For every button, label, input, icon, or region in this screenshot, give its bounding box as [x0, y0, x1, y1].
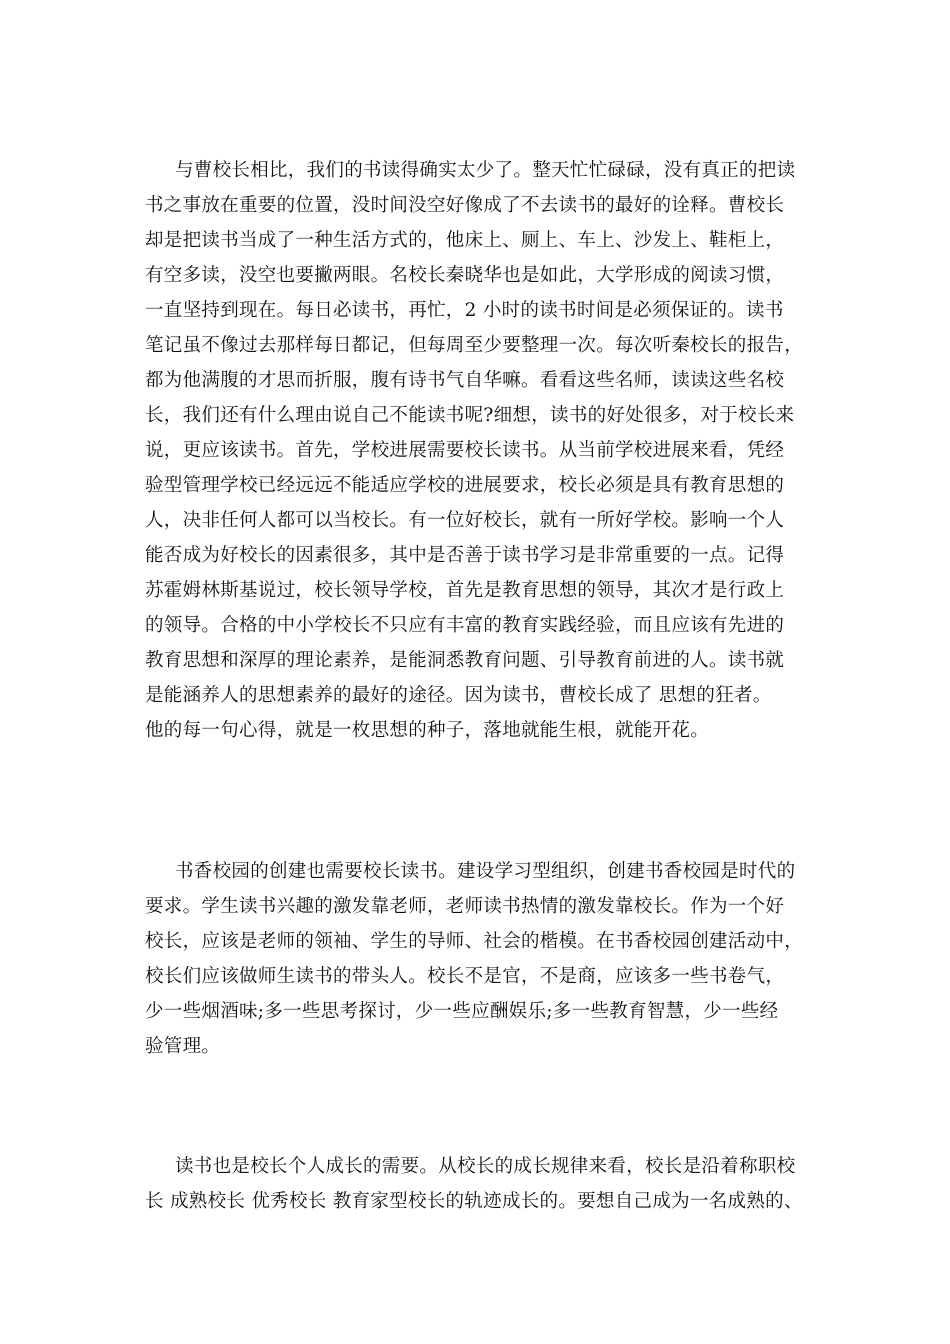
paragraph-1: [145, 153, 845, 748]
text-line: 校长，应该是老师的领袖、学生的导师、社会的楷模。在书香校园创建活动中，: [145, 931, 804, 952]
text-line: 书香校园的创建也需要校长读书。建设学习型组织，创建书香校园是时代的: [175, 861, 796, 882]
text-line: 要求。学生读书兴趣的激发靠老师，老师读书热情的激发靠校长。作为一个好: [145, 896, 785, 917]
text-line: 却是把读书当成了一种生活方式的，他床上、厕上、车上、沙发上、鞋柜上，: [145, 230, 785, 251]
text-line: 校长们应该做师生读书的带头人。校长不是官，不是商，应该多一些书卷气，: [145, 966, 785, 987]
text-line: 说，更应该读书。首先，学校进展需要校长读书。从当前学校进展来看，凭经: [145, 440, 785, 461]
text-line: 验型管理学校已经远远不能适应学校的进展要求，校长必须是具有教育思想的: [145, 475, 785, 496]
text-line: 教育思想和深厚的理论素养，是能洞悉教育问题、引导教育前进的人。读书就: [145, 650, 785, 671]
text-line: 他的每一句心得，就是一枚思想的种子，落地就能生根，就能开花。: [145, 720, 710, 741]
text-line: 读书也是校长个人成长的需要。从校长的成长规律来看，校长是沿着称职校: [175, 1156, 796, 1177]
text-line: 苏霍姆林斯基说过，校长领导学校，首先是教育思想的领导，其次才是行政上: [145, 580, 785, 601]
text-line: 长，我们还有什么理由说自己不能读书呢?细想，读书的好处很多，对于校长来: [145, 405, 795, 426]
text-line: 长 成熟校长 优秀校长 教育家型校长的轨迹成长的。要想自己成为一名成熟的、: [145, 1191, 803, 1212]
text-line: 书之事放在重要的位置，没时间没空好像成了不去读书的最好的诠释。曹校长: [145, 195, 785, 216]
text-line: 与曹校长相比，我们的书读得确实太少了。整天忙忙碌碌，没有真正的把读: [175, 160, 796, 181]
text-line: 都为他满腹的才思而折服，腹有诗书气自华嘛。看看这些名师，读读这些名校: [145, 370, 785, 391]
text-line: 笔记虽不像过去那样每日都记，但每周至少要整理一次。每次听秦校长的报告，: [145, 335, 804, 356]
text-line: 验管理。: [145, 1036, 221, 1057]
text-line: 有空多读，没空也要撇两眼。名校长秦晓华也是如此，大学形成的阅读习惯，: [145, 265, 785, 286]
paragraph-2: [145, 854, 845, 1064]
text-line: 的领导。合格的中小学校长不只应有丰富的教育实践经验，而且应该有先进的: [145, 615, 785, 636]
text-line: 是能涵养人的思想素养的最好的途径。因为读书，曹校长成了 思想的狂者。: [145, 685, 772, 706]
paragraph-3: [145, 1149, 845, 1219]
text-line: 一直坚持到现在。每日必读书，再忙，2 小时的读书时间是必须保证的。读书: [145, 300, 784, 321]
text-line: 能否成为好校长的因素很多，其中是否善于读书学习是非常重要的一点。记得: [145, 545, 785, 566]
text-line: 少一些烟酒味;多一些思考探讨，少一些应酬娱乐;多一些教育智慧，少一些经: [145, 1001, 779, 1022]
text-line: 人，决非任何人都可以当校长。有一位好校长，就有一所好学校。影响一个人: [145, 510, 785, 531]
